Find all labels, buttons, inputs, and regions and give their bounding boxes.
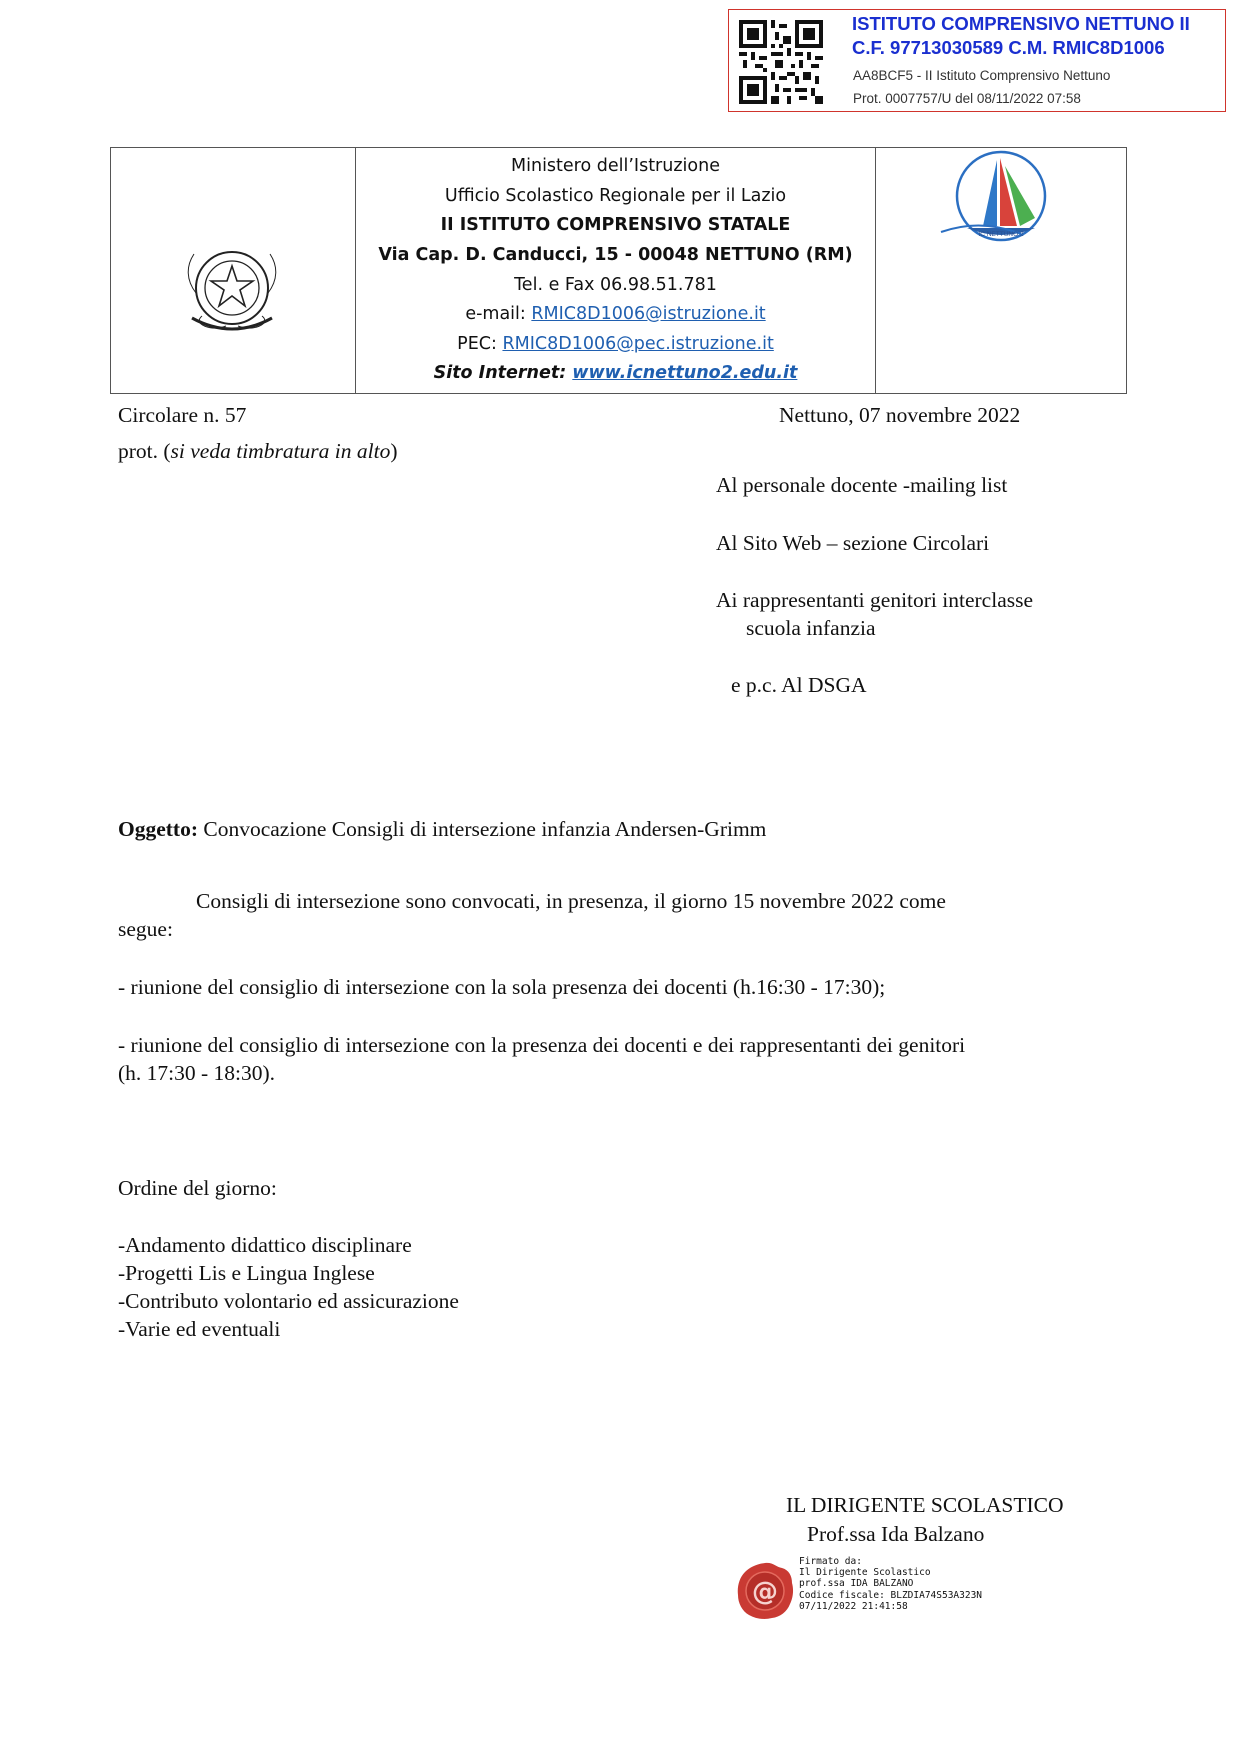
- email-link[interactable]: RMIC8D1006@istruzione.it: [531, 304, 766, 325]
- website-line: [356, 359, 875, 389]
- email-line: [356, 300, 875, 330]
- stamp-aoo: AA8BCF5 - II Istituto Comprensivo Nettuno: [853, 68, 1111, 83]
- agenda-title: Ordine del giorno:: [118, 1176, 277, 1200]
- protocol-suffix: ): [390, 439, 398, 463]
- recipient-parents-school: scuola infanzia: [746, 616, 876, 640]
- svg-text:@: @: [752, 1577, 778, 1607]
- school-name: II ISTITUTO COMPRENSIVO STATALE: [440, 215, 791, 236]
- italian-republic-emblem-icon: [111, 148, 355, 388]
- digital-signature-line: Codice fiscale: BLZDIA74S53A323N: [799, 1589, 983, 1601]
- agenda-item: -Varie ed eventuali: [118, 1317, 281, 1341]
- meeting-item-2: - riunione del consiglio di intersezione con la presenza dei docenti e dei rappresentanti dei genitori: [118, 1033, 966, 1057]
- subject-text: Convocazione Consigli di intersezione infanzia Andersen-Grimm: [198, 817, 767, 841]
- stamp-protocol-number: Prot. 0007757/U del 08/11/2022 07:58: [853, 91, 1081, 106]
- letterhead-table: [110, 147, 1127, 394]
- recipient-parents: Ai rappresentanti genitori interclasse: [716, 588, 1034, 612]
- protocol-stamp: [728, 9, 1226, 112]
- digital-seal-icon: [735, 1561, 795, 1621]
- stamp-school-name: ISTITUTO COMPRENSIVO NETTUNO II: [852, 13, 1190, 34]
- agenda-item: -Andamento didattico disciplinare: [118, 1233, 412, 1257]
- meeting-item-1: - riunione del consiglio di intersezione con la sola presenza dei docenti (h.16:30 - 17:30);: [118, 975, 886, 999]
- meeting-item-2-cont: (h. 17:30 - 18:30).: [118, 1061, 276, 1085]
- circular-number: Circolare n. 57: [118, 403, 247, 427]
- school-logo-cell: [876, 148, 1127, 394]
- protocol-prefix: prot. (: [118, 439, 171, 463]
- digital-signature-block: [799, 1556, 982, 1612]
- school-phone: Tel. e Fax 06.98.51.781: [514, 274, 717, 295]
- intro-paragraph: Consigli di intersezione sono convocati, in presenza, il giorno 15 novembre 2022 come: [196, 889, 946, 913]
- recipient-teachers: Al personale docente -mailing list: [716, 473, 1008, 497]
- digital-signature-line: Il Dirigente Scolastico: [799, 1567, 931, 1579]
- regional-office: Ufficio Scolastico Regionale per il Lazio: [444, 185, 787, 206]
- recipient-dsga: e p.c. Al DSGA: [731, 673, 867, 697]
- qr-code-icon: [739, 20, 823, 104]
- recipient-website: Al Sito Web – sezione Circolari: [716, 531, 990, 555]
- digital-signature-line: Firmato da:: [799, 1556, 862, 1567]
- digital-signature-line: 07/11/2022 21:41:58: [799, 1600, 908, 1612]
- agenda-item: -Progetti Lis e Lingua Inglese: [118, 1261, 375, 1285]
- place-date: Nettuno, 07 novembre 2022: [779, 403, 1021, 427]
- agenda-item: -Contributo volontario ed assicurazione: [118, 1289, 459, 1313]
- logo-caption: IC NETTUNO 2: [978, 231, 1024, 238]
- digital-signature-line: prof.ssa IDA BALZANO: [799, 1578, 914, 1590]
- ministry-name: Ministero dell’Istruzione: [511, 156, 720, 177]
- pec-link[interactable]: RMIC8D1006@pec.istruzione.it: [502, 333, 774, 354]
- email-label: e-mail:: [465, 304, 532, 325]
- intro-paragraph-cont: segue:: [118, 917, 173, 941]
- school-address: Via Cap. D. Canducci, 15 - 00048 NETTUNO (RM): [378, 244, 853, 265]
- signature-role: IL DIRIGENTE SCOLASTICO: [786, 1493, 1064, 1517]
- school-logo-icon: [876, 148, 1126, 388]
- subject-line: [118, 817, 766, 842]
- protocol-note: [118, 439, 398, 464]
- website-link[interactable]: www.icnettuno2.edu.it: [572, 363, 798, 384]
- stamp-fiscal-code: C.F. 97713030589 C.M. RMIC8D1006: [852, 37, 1165, 58]
- subject-label: Oggetto:: [118, 817, 198, 841]
- website-label: Sito Internet:: [433, 363, 573, 384]
- pec-line: [356, 330, 875, 360]
- signature-name: Prof.ssa Ida Balzano: [807, 1522, 985, 1546]
- protocol-italic: si veda timbratura in alto: [170, 439, 391, 463]
- emblem-cell: [111, 148, 356, 394]
- pec-label: PEC:: [457, 333, 503, 354]
- institution-info-cell: [356, 148, 876, 394]
